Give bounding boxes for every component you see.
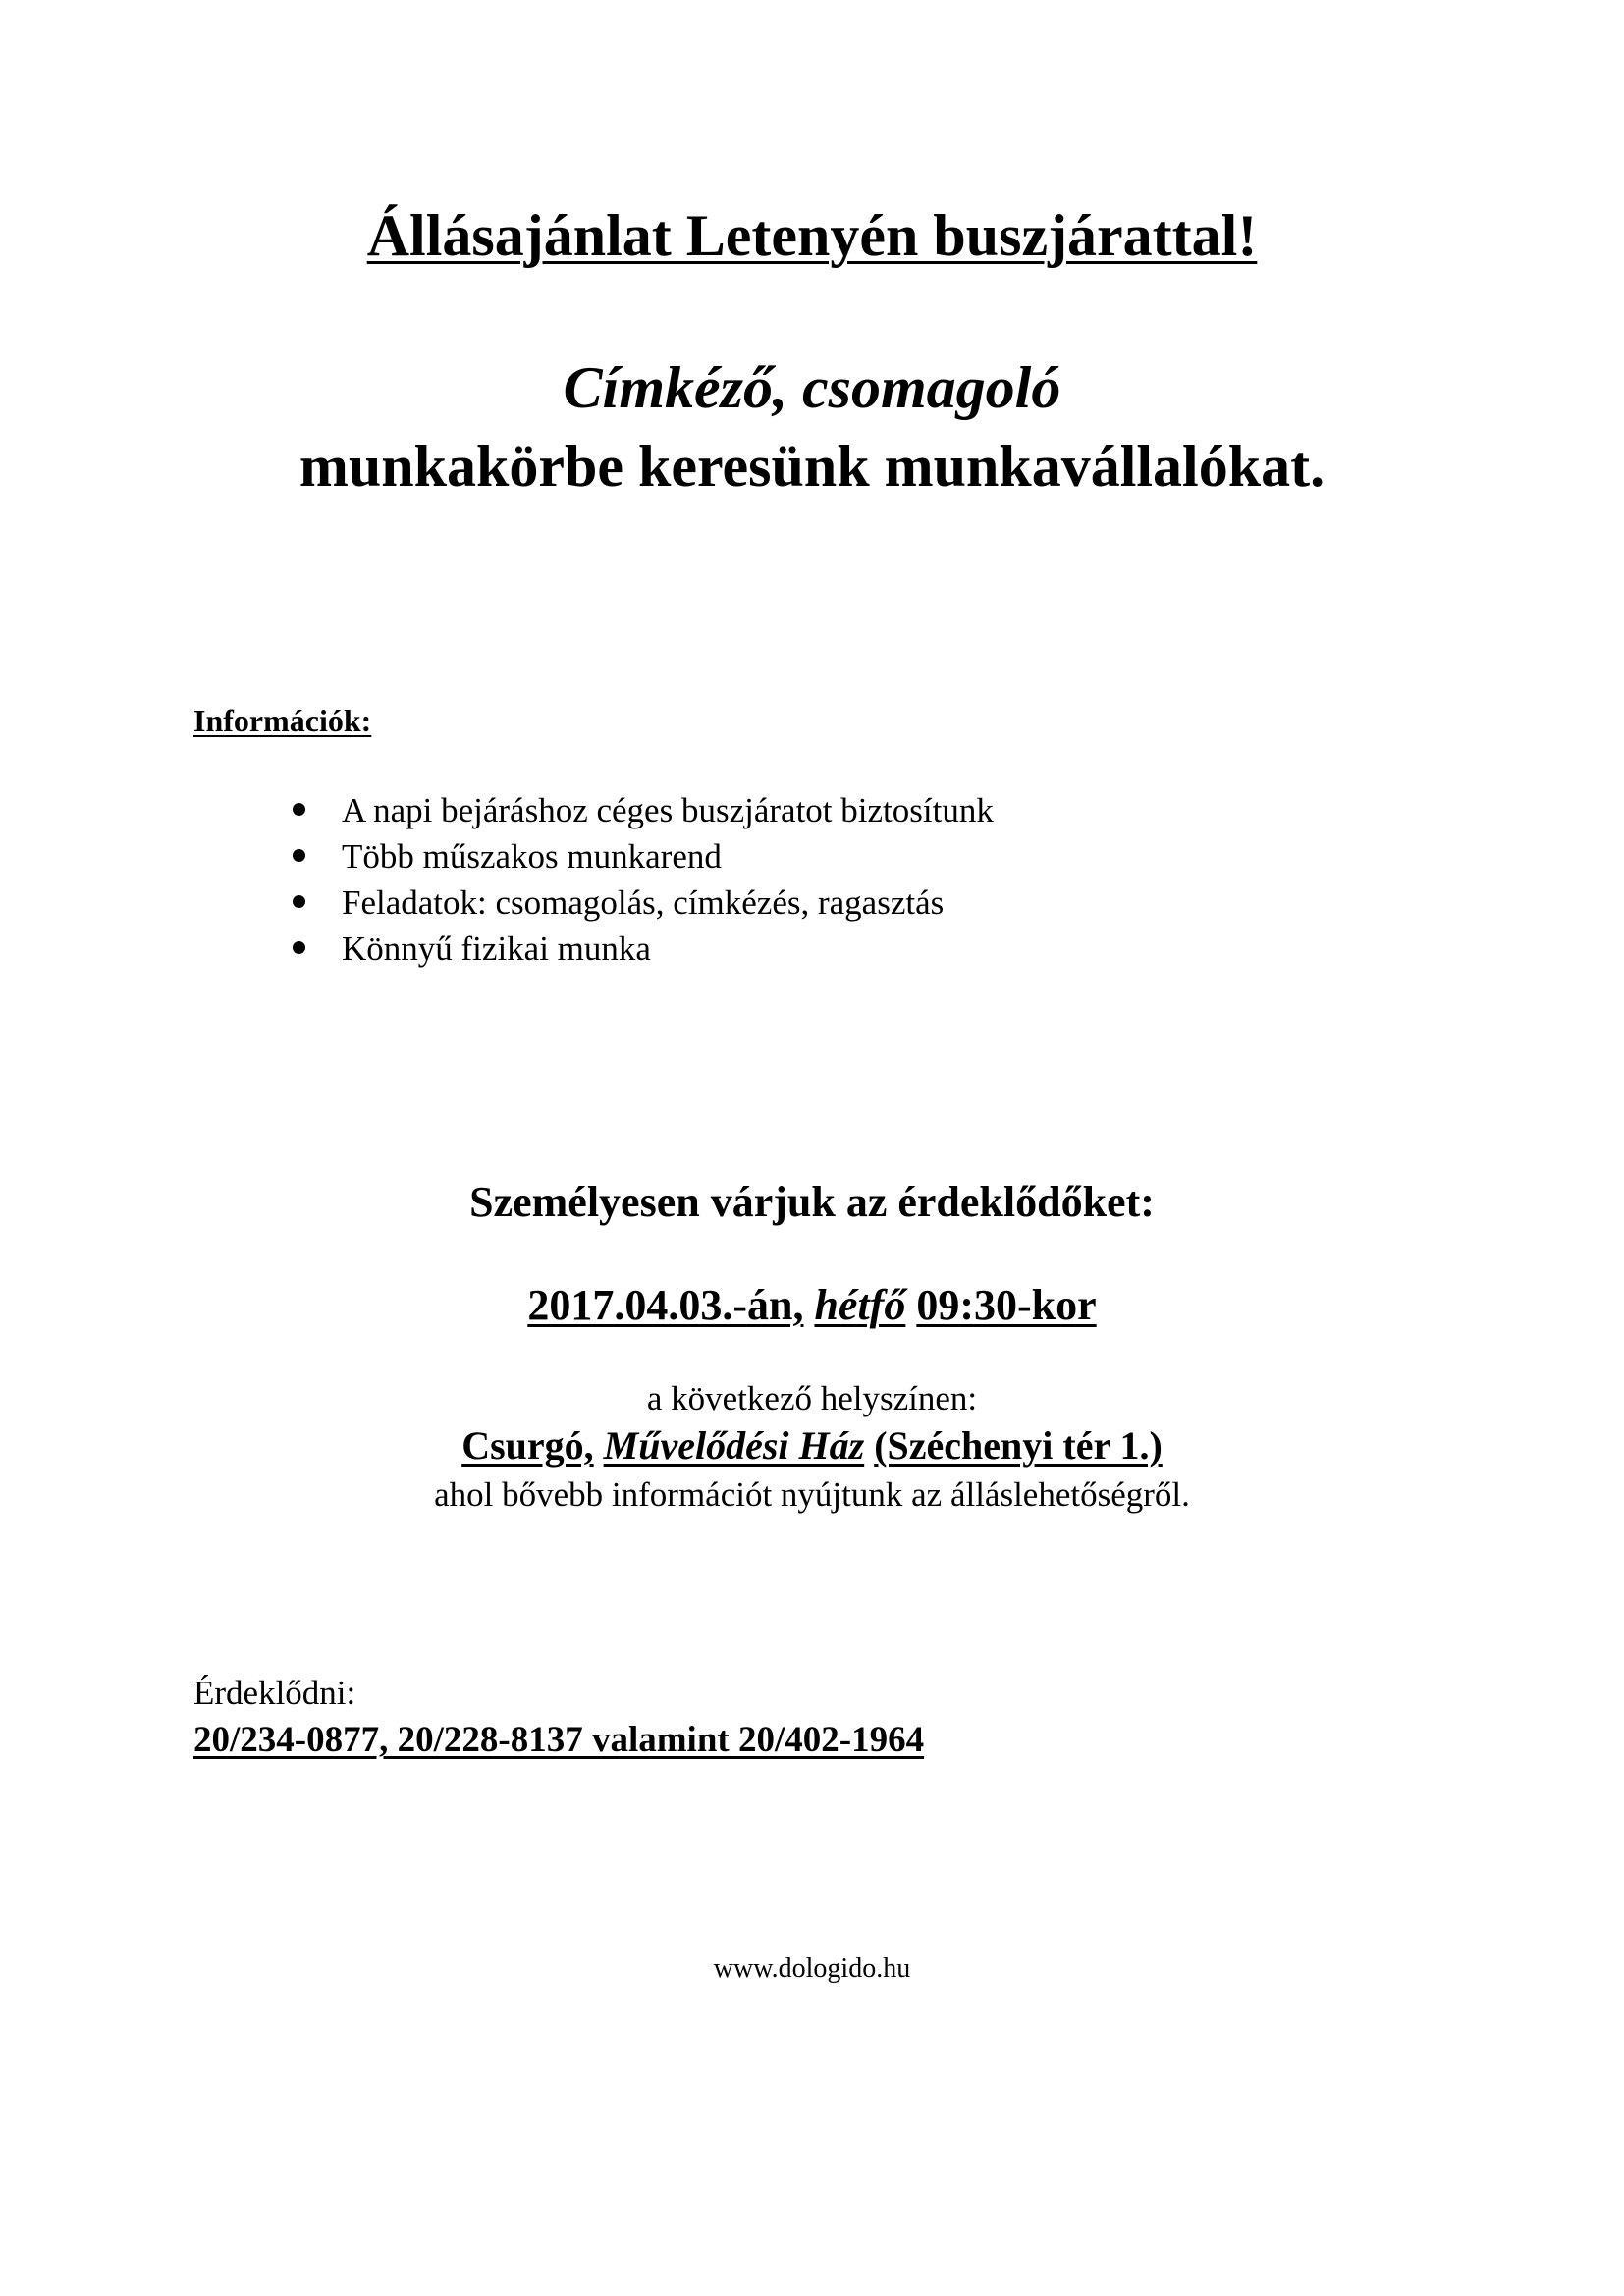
invitation-text: Személyesen várjuk az érdeklődőket: xyxy=(469,1178,1155,1226)
position-title: Címkéző, csomagoló xyxy=(563,355,1061,420)
contact-label: Érdeklődni: xyxy=(193,1674,356,1712)
event-date: 2017.04.03.-án, xyxy=(527,1281,804,1329)
bullet-icon xyxy=(293,803,305,816)
event-day: hétfő xyxy=(814,1281,906,1329)
location-venue: Művelődési Ház xyxy=(603,1423,865,1468)
list-item-text: Könnyű fizikai munka xyxy=(342,930,651,968)
list-item xyxy=(293,833,994,880)
location-address: (Széchenyi tér 1.) xyxy=(874,1423,1163,1468)
contact-phones: 20/234-0877, 20/228-8137 valamint 20/402-1964 xyxy=(193,1720,925,1760)
bullet-icon xyxy=(293,941,305,954)
location-city: Csurgó, xyxy=(461,1423,594,1468)
info-heading: Információk: xyxy=(193,703,372,738)
position-subtitle: munkakörbe keresünk munkavállalókat. xyxy=(298,434,1326,499)
main-title xyxy=(0,196,1624,275)
bullet-icon xyxy=(293,849,305,862)
main-title-text: Állásajánlat Letenyén buszjárattal! xyxy=(366,203,1258,268)
location-line xyxy=(0,1420,1624,1471)
location-intro: a következő helyszínen: xyxy=(646,1379,978,1417)
info-list xyxy=(293,787,994,972)
list-item xyxy=(293,880,994,926)
list-item-text: A napi bejáráshoz céges buszjáratot biztosítunk xyxy=(342,791,994,829)
event-time: 09:30-kor xyxy=(916,1281,1097,1329)
list-item-text: Több műszakos munkarend xyxy=(342,837,722,876)
website-link[interactable]: www.dologido.hu xyxy=(713,1953,911,1984)
location-description: ahol bővebb információt nyújtunk az álláslehetőségről. xyxy=(434,1475,1190,1514)
list-item-text: Feladatok: csomagolás, címkézés, ragasztás xyxy=(342,883,945,922)
bullet-icon xyxy=(293,895,305,908)
event-date-line xyxy=(0,1276,1624,1335)
list-item xyxy=(293,926,994,972)
list-item xyxy=(293,787,994,833)
